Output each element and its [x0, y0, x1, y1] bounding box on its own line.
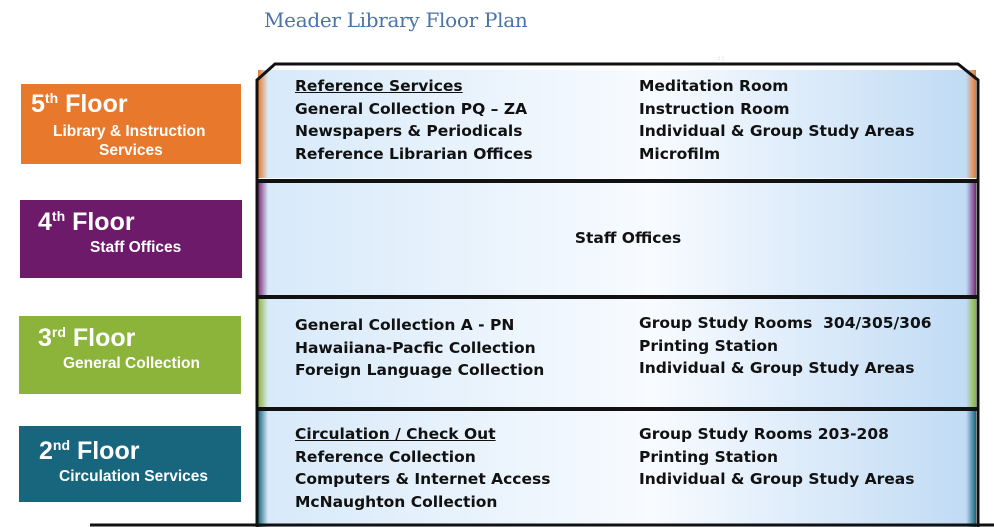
list-item: Individual & Group Study Areas [639, 122, 915, 140]
list-item: Hawaiiana-Pacfic Collection [295, 338, 536, 357]
floor-5-right-list [639, 75, 914, 165]
list-item: McNaughton Collection [295, 492, 498, 511]
floor-2-left-list [295, 423, 550, 513]
floor-4-heading: 4th Floor [38, 208, 135, 236]
list-item: Meditation Room [639, 77, 789, 95]
list-item: Group Study Rooms 304/305/306 [639, 314, 932, 332]
floor-3-right-list [639, 312, 932, 380]
list-item: Reference Librarian Offices [295, 144, 533, 163]
list-item: Printing Station [639, 447, 779, 466]
floor-3-description: General Collection [63, 355, 200, 372]
list-item: Reference Services [295, 77, 463, 95]
list-item: Microfilm [639, 144, 721, 163]
floor-4-center-text: Staff Offices [574, 229, 682, 247]
list-item: Newspapers & Periodicals [295, 122, 523, 140]
list-item: General Collection A - PN [295, 316, 515, 334]
floor-2-heading: 2nd Floor [39, 437, 140, 465]
floor-4-description: Staff Offices [90, 239, 182, 256]
floor-3-left-list [295, 314, 544, 382]
roof-mark: : : [718, 55, 724, 62]
floor-5-description-line-2: Services [99, 142, 163, 159]
list-item: General Collection PQ – ZA [295, 99, 528, 118]
floor-2-right-list [639, 423, 914, 491]
floor-divider [256, 179, 978, 183]
floor-5-left-list [295, 75, 533, 165]
page-title: Meader Library Floor Plan [264, 8, 528, 32]
floor-3-heading: 3rd Floor [38, 324, 136, 352]
floor-5-description-line-1: Library & Instruction [53, 123, 206, 140]
list-item: Reference Collection [295, 447, 476, 466]
list-item: Foreign Language Collection [295, 361, 545, 379]
floor-5-heading: 5th Floor [31, 90, 128, 118]
list-item: Instruction Room [639, 99, 790, 118]
floor-divider [256, 407, 978, 411]
list-item: Computers & Internet Access [295, 470, 551, 488]
list-item: Printing Station [639, 336, 779, 355]
list-item: Group Study Rooms 203-208 [639, 425, 889, 443]
floor-2-description: Circulation Services [59, 468, 209, 485]
floor-divider [256, 295, 978, 299]
list-item: Individual & Group Study Areas [639, 359, 915, 377]
list-item: Circulation / Check Out [295, 425, 496, 443]
list-item: Individual & Group Study Areas [639, 470, 915, 488]
